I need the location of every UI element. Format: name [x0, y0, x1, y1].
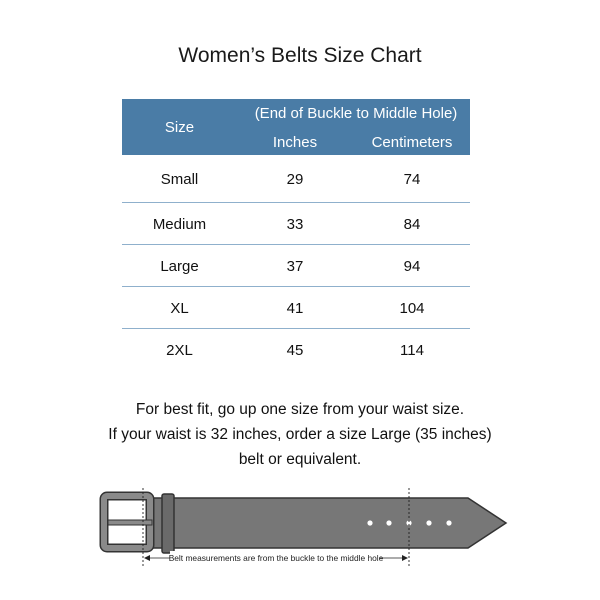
fit-note	[0, 397, 600, 472]
table-row	[122, 329, 470, 370]
belt-hole	[367, 520, 372, 525]
header-inches: Inches	[272, 134, 318, 151]
measure-arrowhead-right	[402, 555, 408, 561]
measurement-caption: Belt measurements are from the buckle to the middle hole	[168, 553, 384, 563]
fit-note-line-1: For best fit, go up one size from your waist size.	[135, 401, 465, 418]
cell-centimeters: 74	[403, 171, 421, 188]
belt-hole	[386, 520, 391, 525]
header-centimeters: Centimeters	[371, 134, 453, 151]
cell-inches: 45	[286, 342, 304, 359]
belt-hole	[426, 520, 431, 525]
cell-inches: 33	[286, 216, 304, 233]
belt-keeper-loop	[162, 494, 174, 553]
cell-size: XL	[170, 300, 189, 317]
fit-note-line-2: If your waist is 32 inches, order a size Large (35 inches)	[108, 426, 492, 443]
cell-centimeters: 104	[399, 300, 425, 317]
belt-diagram	[0, 480, 600, 580]
cell-centimeters: 84	[403, 216, 421, 233]
table-row	[122, 155, 470, 203]
table-row	[122, 203, 470, 245]
cell-size: Medium	[152, 216, 207, 233]
belt-strap	[150, 498, 506, 548]
fit-note-line-3: belt or equivalent.	[238, 451, 362, 468]
cell-inches: 41	[286, 300, 304, 317]
cell-size: 2XL	[166, 342, 193, 359]
cell-size: Large	[160, 258, 199, 275]
table-row	[122, 245, 470, 287]
buckle-prong	[108, 520, 152, 525]
page-title: Women’s Belts Size Chart	[178, 44, 422, 67]
cell-centimeters: 114	[400, 342, 424, 359]
header-measurement-span: (End of Buckle to Middle Hole)	[254, 105, 458, 122]
table-header	[122, 99, 470, 155]
measure-arrowhead-left	[144, 555, 150, 561]
cell-inches: 37	[286, 258, 304, 275]
belt-hole	[446, 520, 451, 525]
size-table	[122, 99, 470, 370]
cell-centimeters: 94	[403, 258, 421, 275]
cell-size: Small	[160, 171, 199, 188]
cell-inches: 29	[286, 171, 304, 188]
table-row	[122, 287, 470, 329]
header-size: Size	[164, 119, 195, 136]
